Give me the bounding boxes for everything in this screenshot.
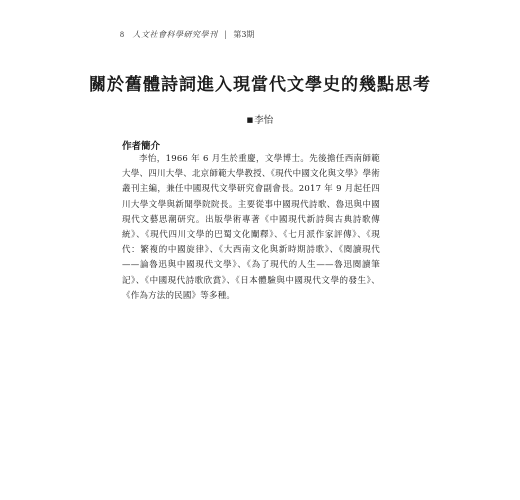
article-title: 關於舊體詩詞進入現當代文學史的幾點思考 xyxy=(89,75,431,95)
issue-label: 第3期 xyxy=(233,30,255,39)
author-line xyxy=(0,112,520,126)
journal-title: 人文社會科學研究學刊 xyxy=(132,30,218,39)
author-name: 李怡 xyxy=(254,115,274,126)
header-separator: | xyxy=(224,30,227,39)
running-header xyxy=(120,29,254,40)
author-marker: ■ xyxy=(246,116,254,124)
bio-paragraph: 李怡，1966 年 6 月生於重慶，文學博士。先後擔任西南師範大學、四川大學、北京師範大學教授、《現代中國文化與文學》學術叢刊主編，兼任中國現代文學研究會副會長。2017 年 9 月起任四川大學文學與新聞學院院長。主要從事中國現代詩歌、魯迅與中國現代文藝思潮研究。出版學術專著《中國現代新詩與古典詩歌傳統》、《現代四川文學的巴蜀文化闡釋》、《七月派作家評傳》、《現代：繁複的中國旋律》、《大西南文化與新時期詩歌》、《閱讀現代——論魯迅與中國現代文學》、《為了現代的人生——魯迅閱讀筆記》、《中國現代詩歌欣賞》、《日本體驗與中國現代文學的發生》、《作為方法的民國》等多種。 xyxy=(122,154,380,301)
bio-heading: 作者簡介 xyxy=(122,141,161,152)
page-number: 8 xyxy=(120,30,124,39)
